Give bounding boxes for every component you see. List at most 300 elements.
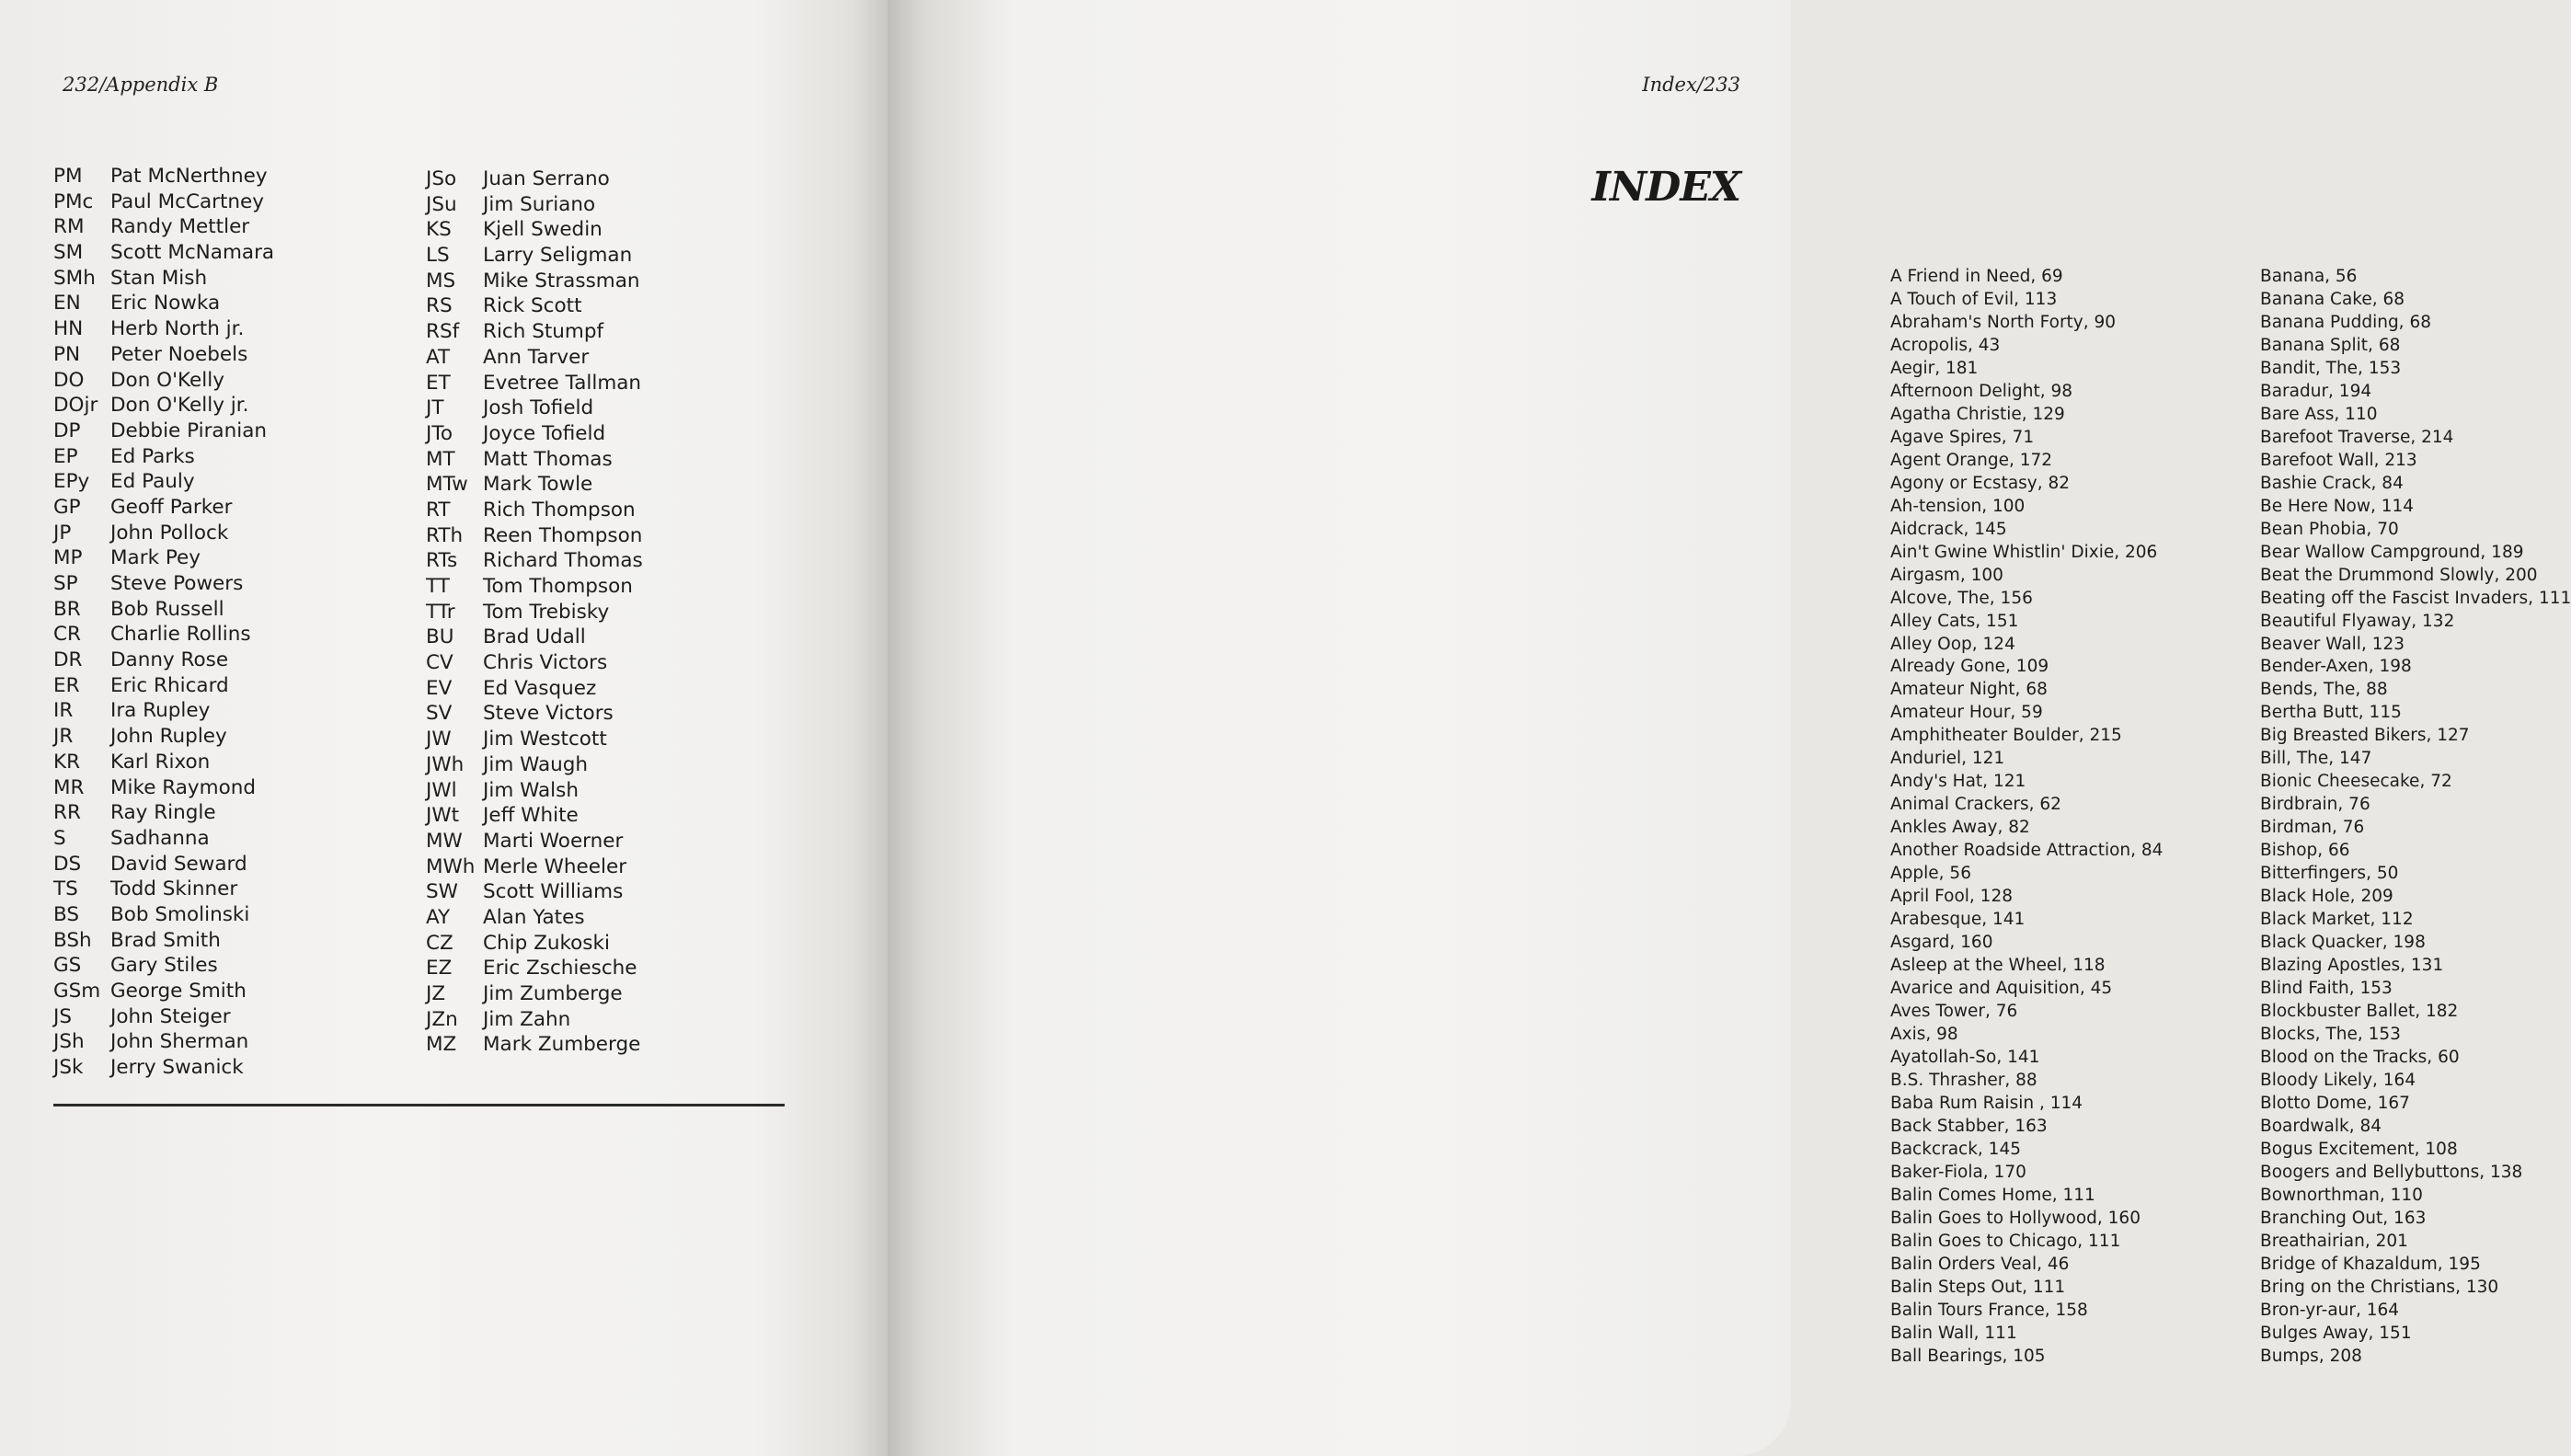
abbreviation-entry: [426, 548, 643, 574]
index-entry: Already Gone, 109: [1890, 657, 2049, 677]
abbreviation-name: Jim Suriano: [483, 192, 596, 216]
index-entry: Be Here Now, 114: [2260, 496, 2415, 516]
index-entry: Baradur, 194: [2260, 381, 2372, 401]
abbreviation-entry: [53, 571, 274, 597]
index-entry: Asleep at the Wheel, 118: [1890, 956, 2106, 976]
abbreviation-name: Eric Zschiesche: [483, 957, 637, 980]
abbreviation-name: Ray Ringle: [110, 801, 216, 825]
index-column-1: [1890, 266, 2163, 1369]
abbreviation-code: JW: [426, 728, 452, 751]
abbreviation-code: TTr: [426, 600, 455, 624]
abbreviation-name: Peter Noebels: [110, 342, 248, 366]
abbreviation-entry: [53, 214, 274, 240]
index-entry: Anduriel, 121: [1890, 749, 2005, 769]
abbreviation-name: Mike Raymond: [110, 775, 257, 799]
index-entry: Boogers and Bellybuttons, 138: [2260, 1162, 2523, 1182]
abbreviation-code: JS: [53, 1004, 72, 1028]
abbreviation-entry: [53, 469, 274, 495]
index-entry: Bandit, The, 153: [2260, 358, 2402, 378]
abbreviation-code: ET: [426, 371, 451, 395]
index-entry: Bownorthman, 110: [2260, 1185, 2423, 1205]
abbreviation-entry: [53, 189, 274, 215]
abbreviation-name: Reen Thompson: [483, 523, 643, 547]
index-entry: Agatha Christie, 129: [1890, 404, 2065, 424]
abbreviation-name: Jim Zahn: [483, 1007, 571, 1031]
index-entry: Balin Goes to Chicago, 111: [1890, 1231, 2121, 1251]
index-entry: Asgard, 160: [1890, 933, 1993, 953]
abbreviation-code: EP: [53, 444, 78, 468]
abbreviation-code: RTh: [426, 523, 464, 547]
index-entry: Bashie Crack, 84: [2260, 473, 2404, 493]
abbreviation-name: Jim Walsh: [483, 778, 579, 802]
abbreviation-code: LS: [426, 244, 450, 268]
abbreviation-code: JT: [426, 396, 444, 420]
abbreviation-entry: [53, 698, 274, 724]
abbreviation-entry: [53, 953, 274, 979]
abbreviation-code: JSu: [426, 192, 457, 216]
abbreviation-entry: [53, 724, 274, 750]
abbreviation-entry: [426, 447, 643, 473]
index-entry: Ball Bearings, 105: [1890, 1346, 2046, 1366]
abbreviation-entry: [53, 444, 274, 470]
abbreviation-entry: [53, 800, 274, 826]
index-entry: Blotto Dome, 167: [2260, 1093, 2410, 1113]
abbreviation-entry: [426, 166, 643, 192]
abbreviation-name: Larry Seligman: [483, 244, 633, 268]
index-entry: Black Quacker, 198: [2260, 933, 2426, 953]
abbreviation-entry: [426, 956, 643, 981]
abbreviation-code: MW: [426, 829, 463, 853]
abbreviation-code: CR: [53, 623, 81, 647]
index-entry: Amphitheater Boulder, 215: [1890, 726, 2122, 746]
abbreviation-name: Scott Williams: [483, 880, 624, 904]
abbreviation-entry: [426, 701, 643, 727]
index-entry: Agent Orange, 172: [1890, 450, 2053, 470]
abbreviation-entry: [426, 421, 643, 447]
abbreviation-code: EPy: [53, 470, 90, 494]
abbreviation-name: Charlie Rollins: [110, 623, 251, 647]
abbreviation-name: Matt Thomas: [483, 447, 613, 471]
abbreviation-entry: [53, 521, 274, 546]
index-entry: Banana, 56: [2260, 267, 2358, 286]
section-divider-rule: [53, 1104, 785, 1106]
index-entry: Agony or Ecstasy, 82: [1890, 473, 2071, 493]
abbreviation-entry: [426, 829, 643, 854]
index-entry: Back Stabber, 163: [1890, 1116, 2048, 1136]
abbreviation-code: JSh: [53, 1030, 85, 1054]
abbreviation-code: BR: [53, 597, 81, 621]
abbreviation-entry: [426, 293, 643, 319]
abbreviation-code: SV: [426, 702, 453, 726]
abbreviation-code: BS: [53, 902, 80, 926]
abbreviation-name: Marti Woerner: [483, 829, 624, 853]
abbreviation-entry: [53, 928, 274, 954]
abbreviation-entry: [53, 877, 274, 902]
index-entry: Beating off the Fascist Invaders, 111: [2260, 588, 2571, 608]
abbreviation-code: GSm: [53, 980, 101, 1003]
abbreviation-entry: [426, 727, 643, 752]
abbreviation-code: JZ: [426, 982, 446, 1005]
index-entry: April Fool, 128: [1890, 887, 2013, 907]
index-entry: Avarice and Aquisition, 45: [1890, 979, 2113, 999]
abbreviation-entry: [53, 775, 274, 801]
index-title: INDEX: [1591, 164, 1740, 211]
abbreviation-entry: [426, 192, 643, 218]
abbreviation-name: Bob Russell: [110, 597, 224, 621]
index-entry: Balin Wall, 111: [1890, 1323, 2017, 1343]
abbreviation-code: RS: [426, 294, 453, 318]
abbreviation-code: AT: [426, 345, 451, 369]
index-entry: Birdbrain, 76: [2260, 795, 2370, 815]
abbreviation-entry: [53, 418, 274, 444]
abbreviation-name: Herb North jr.: [110, 317, 245, 341]
index-entry: A Friend in Need, 69: [1890, 267, 2063, 286]
index-entry: Banana Cake, 68: [2260, 289, 2405, 309]
abbreviation-entry: [426, 905, 643, 931]
index-entry: Airgasm, 100: [1890, 565, 2003, 585]
abbreviation-entry: [53, 979, 274, 1004]
abbreviation-name: Don O'Kelly jr.: [110, 394, 249, 418]
abbreviation-entry: [53, 545, 274, 571]
abbreviation-name: Steve Victors: [483, 702, 614, 726]
index-entry: Balin Orders Veal, 46: [1890, 1254, 2070, 1274]
index-entry: Alley Oop, 124: [1890, 634, 2015, 654]
abbreviation-name: Mark Zumberge: [483, 1033, 641, 1057]
abbreviation-entry: [53, 750, 274, 775]
abbreviation-name: Brad Udall: [483, 625, 586, 649]
abbreviation-code: PM: [53, 165, 83, 188]
index-entry: Aegir, 181: [1890, 358, 1979, 378]
index-entry: Balin Tours France, 158: [1890, 1300, 2088, 1320]
index-entry: Big Breasted Bikers, 127: [2260, 726, 2470, 746]
abbreviation-name: Ed Vasquez: [483, 676, 597, 700]
index-entry: Black Market, 112: [2260, 910, 2414, 930]
abbreviation-entry: [53, 164, 274, 189]
abbreviation-name: Debbie Piranian: [110, 418, 267, 442]
index-entry: Baba Rum Raisin , 114: [1890, 1093, 2083, 1113]
abbreviation-name: Steve Powers: [110, 572, 244, 595]
index-entry: Bring on the Christians, 130: [2260, 1277, 2499, 1297]
abbreviation-code: EV: [426, 676, 453, 700]
index-entry: Blind Faith, 153: [2260, 979, 2393, 999]
index-entry: Ayatollah-So, 141: [1890, 1047, 2040, 1067]
index-entry: Agave Spires, 71: [1890, 427, 2035, 447]
right-page: [888, 0, 2571, 1456]
abbreviation-entry: [53, 622, 274, 648]
index-entry: Bloody Likely, 164: [2260, 1070, 2416, 1090]
index-entry: A Touch of Evil, 113: [1890, 289, 2058, 309]
abbreviation-entry: [426, 472, 643, 498]
abbreviation-code: CV: [426, 651, 453, 675]
abbreviation-entry: [426, 371, 643, 396]
abbreviation-entry: [426, 778, 643, 804]
index-entry: Bitterfingers, 50: [2260, 864, 2399, 884]
index-entry: Another Roadside Attraction, 84: [1890, 841, 2164, 861]
abbreviation-name: Jerry Swanick: [110, 1056, 244, 1080]
abbreviation-name: John Pollock: [110, 521, 229, 545]
index-entry: Bends, The, 88: [2260, 680, 2388, 700]
index-entry: Apple, 56: [1890, 864, 1971, 884]
abbreviation-entry: [426, 1007, 643, 1033]
abbreviation-name: Eric Rhicard: [110, 673, 229, 697]
abbreviation-name: Jim Zumberge: [483, 982, 623, 1005]
abbreviation-name: Paul McCartney: [110, 189, 265, 213]
abbreviation-entry: [426, 854, 643, 880]
abbreviation-code: RT: [426, 498, 451, 522]
index-entry: Acropolis, 43: [1890, 335, 2001, 355]
abbreviation-code: JSk: [53, 1056, 84, 1080]
abbreviation-name: Jeff White: [483, 804, 579, 828]
abbreviation-entry: [53, 316, 274, 342]
index-entry: Bertha Butt, 115: [2260, 703, 2402, 723]
abbreviation-entry: [426, 931, 643, 957]
abbreviation-entry: [426, 625, 643, 650]
index-entry: Ain't Gwine Whistlin' Dixie, 206: [1890, 542, 2158, 562]
index-entry: Blazing Apostles, 131: [2260, 956, 2444, 976]
abbreviation-name: John Rupley: [110, 725, 227, 749]
abbreviation-entry: [53, 673, 274, 699]
abbreviation-code: ER: [53, 673, 80, 697]
index-entry: Bogus Excitement, 108: [2260, 1139, 2458, 1159]
index-entry: Banana Pudding, 68: [2260, 312, 2431, 332]
abbreviation-code: BSh: [53, 928, 92, 952]
abbreviation-code: MR: [53, 775, 85, 799]
abbreviation-entry: [426, 269, 643, 294]
index-entry: Bridge of Khazaldum, 195: [2260, 1254, 2481, 1274]
abbreviation-entry: [426, 803, 643, 829]
abbreviation-name: Kjell Swedin: [483, 218, 603, 242]
index-entry: Animal Crackers, 62: [1890, 795, 2061, 815]
abbreviation-code: CZ: [426, 931, 453, 955]
abbreviation-code: TT: [426, 575, 450, 598]
index-entry: Balin Steps Out, 111: [1890, 1277, 2066, 1297]
abbreviation-code: KS: [426, 218, 452, 242]
left-page: [0, 0, 888, 1456]
abbreviation-name: Chip Zukoski: [483, 931, 610, 955]
abbreviation-name: Ed Pauly: [110, 470, 195, 494]
index-entry: Alley Cats, 151: [1890, 611, 2019, 631]
abbreviation-code: GP: [53, 495, 81, 519]
abbreviation-entry: [53, 240, 274, 266]
abbreviation-code: IR: [53, 699, 74, 723]
abbreviation-name: Joyce Tofield: [483, 421, 606, 445]
index-entry: Ah-tension, 100: [1890, 496, 2026, 516]
abbreviation-name: Mike Strassman: [483, 269, 640, 292]
abbreviation-entry: [426, 650, 643, 676]
abbreviation-entry: [53, 495, 274, 521]
abbreviation-code: JWt: [426, 804, 460, 828]
abbreviation-code: MZ: [426, 1033, 457, 1057]
index-entry: Bender-Axen, 198: [2260, 657, 2412, 677]
index-entry: Aves Tower, 76: [1890, 1002, 2018, 1021]
index-entry: Bean Phobia, 70: [2260, 519, 2399, 539]
abbreviation-entry: [53, 1004, 274, 1030]
abbreviation-name: Scott McNamara: [110, 241, 275, 265]
index-entry: Backcrack, 145: [1890, 1139, 2021, 1159]
index-entry: Bron-yr-aur, 164: [2260, 1300, 2400, 1320]
abbreviation-name: Sadhanna: [110, 826, 210, 850]
abbreviation-entry: [53, 291, 274, 316]
abbreviation-code: MT: [426, 447, 455, 471]
abbreviation-entry: [426, 396, 643, 421]
abbreviation-code: DOjr: [53, 394, 98, 418]
abbreviation-entry: [426, 574, 643, 600]
index-entry: B.S. Thrasher, 88: [1890, 1070, 2037, 1090]
abbreviation-entry: [426, 676, 643, 702]
abbreviation-entry: [426, 1032, 643, 1058]
abbreviation-entry: [426, 217, 643, 243]
abbreviation-name: Merle Wheeler: [483, 854, 627, 878]
index-entry: Beautiful Flyaway, 132: [2260, 611, 2455, 631]
abbreviation-code: TS: [53, 877, 78, 901]
abbreviation-code: MWh: [426, 854, 476, 878]
abbreviation-name: Evetree Tallman: [483, 371, 642, 395]
abbreviation-name: Randy Mettler: [110, 215, 250, 239]
abbreviation-name: Geoff Parker: [110, 495, 233, 519]
abbreviation-code: SP: [53, 572, 78, 595]
abbreviation-code: JTo: [426, 421, 453, 445]
index-entry: Baker-Fiola, 170: [1890, 1162, 2026, 1182]
abbreviation-entry: [53, 266, 274, 292]
index-entry: Bumps, 208: [2260, 1346, 2362, 1366]
index-entry: Balin Goes to Hollywood, 160: [1890, 1208, 2141, 1228]
abbreviation-name: John Steiger: [110, 1004, 231, 1028]
left-running-head: 232/Appendix B: [63, 74, 219, 96]
abbreviation-code: RR: [53, 801, 81, 825]
index-entry: Blocks, The, 153: [2260, 1024, 2401, 1044]
index-entry: Boardwalk, 84: [2260, 1116, 2382, 1136]
abbreviation-code: RTs: [426, 549, 458, 573]
index-entry: Barefoot Traverse, 214: [2260, 427, 2454, 447]
abbreviation-code: EZ: [426, 957, 453, 980]
abbreviation-code: RSf: [426, 320, 460, 344]
abbreviation-entry: [53, 1029, 274, 1055]
abbreviation-entry: [426, 523, 643, 549]
abbreviation-entry: [53, 1055, 274, 1081]
abbreviation-code: JP: [53, 521, 72, 545]
index-entry: Black Hole, 209: [2260, 887, 2393, 907]
abbreviation-entry: [426, 752, 643, 778]
abbreviation-name: Bob Smolinski: [110, 902, 250, 926]
abbreviation-name: Mark Pey: [110, 546, 201, 570]
abbreviation-entry: [426, 981, 643, 1007]
index-entry: Bulges Away, 151: [2260, 1323, 2412, 1343]
abbreviation-name: John Sherman: [110, 1030, 249, 1054]
abbreviation-code: AY: [426, 905, 451, 929]
abbreviation-entry: [53, 393, 274, 418]
index-entry: Aidcrack, 145: [1890, 519, 2007, 539]
abbreviation-name: Don O'Kelly: [110, 368, 224, 392]
abbreviation-code: DR: [53, 648, 83, 672]
abbreviation-entry: [53, 648, 274, 673]
abbreviation-code: JSo: [426, 167, 457, 190]
abbreviation-code: JZn: [426, 1007, 458, 1031]
abbreviation-code: S: [53, 826, 66, 850]
abbreviation-name: Richard Thomas: [483, 549, 643, 573]
index-entry: Arabesque, 141: [1890, 910, 2026, 930]
abbreviation-entry: [53, 826, 274, 852]
abbreviation-entry: [426, 243, 643, 269]
abbreviation-name: Ira Rupley: [110, 699, 211, 723]
index-entry: Axis, 98: [1890, 1024, 1958, 1044]
abbreviation-name: Tom Thompson: [483, 575, 633, 598]
index-entry: Abraham's North Forty, 90: [1890, 312, 2117, 332]
abbreviation-code: MS: [426, 269, 456, 292]
abbreviation-name: Ed Parks: [110, 444, 195, 468]
abbreviation-code: JR: [53, 725, 74, 749]
index-entry: Bear Wallow Campground, 189: [2260, 542, 2524, 562]
index-entry: Barefoot Wall, 213: [2260, 450, 2417, 470]
abbreviation-name: Brad Smith: [110, 928, 221, 952]
index-entry: Blockbuster Ballet, 182: [2260, 1002, 2459, 1021]
abbreviation-code: DP: [53, 418, 81, 442]
index-entry: Ankles Away, 82: [1890, 818, 2030, 838]
index-entry: Breathairian, 201: [2260, 1231, 2408, 1251]
abbreviation-column-1: [53, 164, 274, 1081]
abbreviation-name: David Seward: [110, 852, 247, 876]
abbreviation-name: Alan Yates: [483, 905, 585, 929]
abbreviation-name: Jim Waugh: [483, 752, 589, 776]
index-entry: Bare Ass, 110: [2260, 404, 2378, 424]
abbreviation-name: Todd Skinner: [110, 877, 238, 901]
abbreviation-entry: [426, 879, 643, 905]
index-entry: Balin Comes Home, 111: [1890, 1185, 2095, 1205]
abbreviation-name: Tom Trebisky: [483, 600, 610, 624]
abbreviation-column-2: [426, 166, 643, 1058]
abbreviation-code: KR: [53, 750, 81, 774]
abbreviation-entry: [53, 852, 274, 877]
abbreviation-name: Jim Westcott: [483, 728, 607, 751]
abbreviation-name: Chris Victors: [483, 651, 608, 675]
abbreviation-name: Karl Rixon: [110, 750, 211, 774]
abbreviation-name: Juan Serrano: [483, 167, 610, 190]
index-entry: Beat the Drummond Slowly, 200: [2260, 565, 2538, 585]
abbreviation-code: RM: [53, 215, 85, 239]
right-running-head: Index/233: [1642, 74, 1740, 96]
abbreviation-name: Danny Rose: [110, 648, 229, 672]
abbreviation-name: Stan Mish: [110, 266, 208, 290]
abbreviation-code: PN: [53, 342, 81, 366]
abbreviation-code: SMh: [53, 266, 96, 290]
index-entry: Birdman, 76: [2260, 818, 2365, 838]
index-entry: Afternoon Delight, 98: [1890, 381, 2072, 401]
abbreviation-code: SW: [426, 880, 458, 904]
abbreviation-code: DS: [53, 852, 82, 876]
abbreviation-code: EN: [53, 292, 81, 315]
abbreviation-name: Ann Tarver: [483, 345, 590, 369]
abbreviation-name: Mark Towle: [483, 473, 593, 497]
index-entry: Blood on the Tracks, 60: [2260, 1047, 2460, 1067]
abbreviation-name: Rick Scott: [483, 294, 582, 318]
abbreviation-entry: [53, 368, 274, 394]
index-entry: Bionic Cheesecake, 72: [2260, 772, 2452, 792]
abbreviation-code: PMc: [53, 189, 94, 213]
index-entry: Beaver Wall, 123: [2260, 634, 2405, 654]
abbreviation-entry: [53, 342, 274, 368]
index-entry: Bishop, 66: [2260, 841, 2350, 861]
index-column-2: [2260, 266, 2571, 1369]
abbreviation-code: BU: [426, 625, 454, 649]
abbreviation-code: DO: [53, 368, 85, 392]
index-entry: Alcove, The, 156: [1890, 588, 2033, 608]
abbreviation-code: JWl: [426, 778, 457, 802]
abbreviation-code: HN: [53, 317, 84, 341]
index-entry: Banana Split, 68: [2260, 335, 2401, 355]
abbreviation-code: SM: [53, 241, 84, 265]
abbreviation-entry: [426, 345, 643, 371]
index-entry: Amateur Night, 68: [1890, 680, 2048, 700]
abbreviation-name: Josh Tofield: [483, 396, 594, 420]
